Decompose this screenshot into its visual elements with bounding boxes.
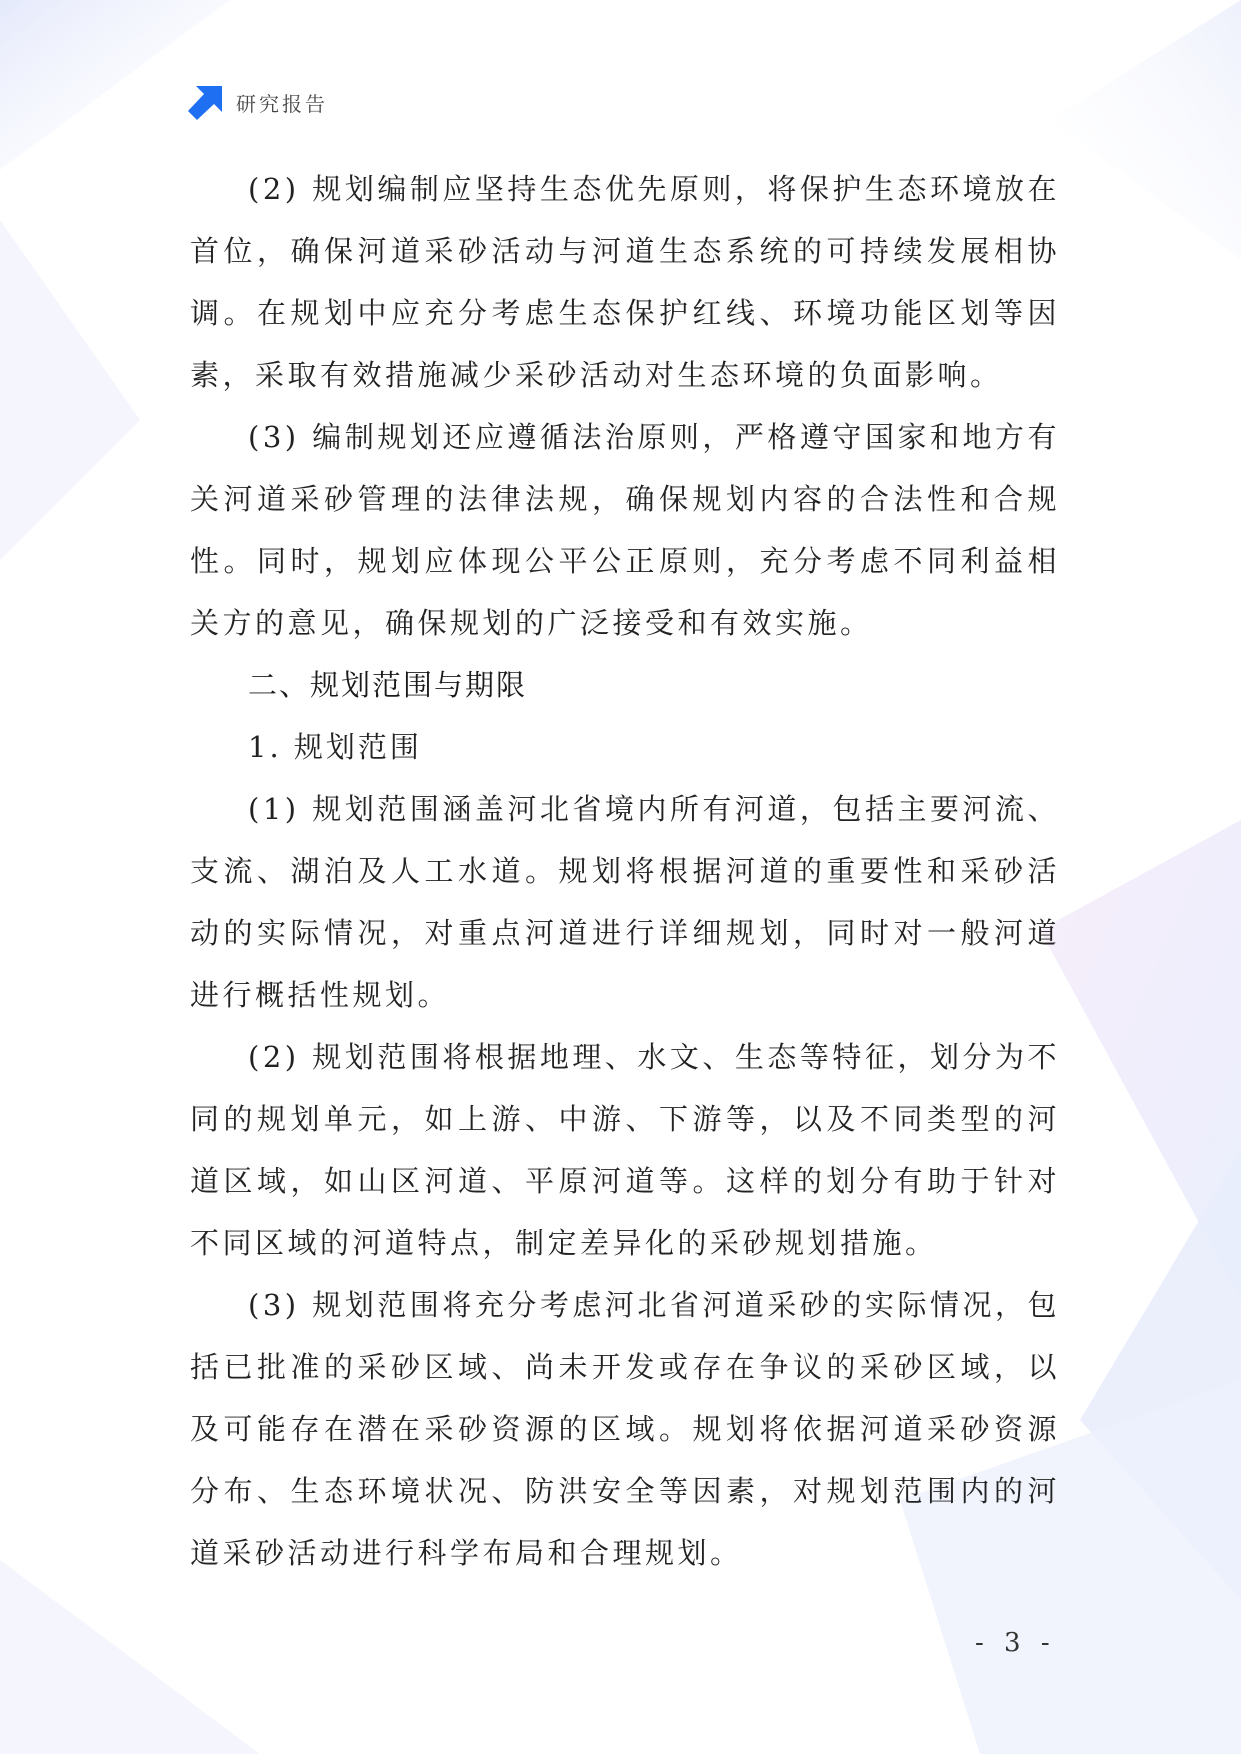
document-body <box>190 158 1060 1584</box>
subsection-heading: 1. 规划范围 <box>248 730 422 764</box>
arrow-up-right-icon <box>188 84 224 120</box>
page-number: - 3 - <box>975 1628 1056 1658</box>
paragraph: (3) 规划范围将充分考虑河北省河道采砂的实际情况，包括已批准的采砂区域、尚未开发或存在争议的采砂区域，以及可能存在潜在采砂资源的区域。规划将依据河道采砂资源分布、生态环境状况、防洪安全等因素，对规划范围内的河道采砂活动进行科学布局和合理规划。 <box>190 1288 1060 1570</box>
paragraph: (2) 规划编制应坚持生态优先原则，将保护生态环境放在首位，确保河道采砂活动与河道生态系统的可持续发展相协调。在规划中应充分考虑生态保护红线、环境功能区划等因素，采取有效措施减少采砂活动对生态环境的负面影响。 <box>190 172 1060 392</box>
report-header <box>188 84 328 120</box>
paragraph: (3) 编制规划还应遵循法治原则，严格遵守国家和地方有关河道采砂管理的法律法规，确保规划内容的合法性和合规性。同时，规划应体现公平公正原则，充分考虑不同利益相关方的意见，确保规划的广泛接受和有效实施。 <box>190 420 1060 640</box>
paragraph: (1) 规划范围涵盖河北省境内所有河道，包括主要河流、支流、湖泊及人工水道。规划将根据河道的重要性和采砂活动的实际情况，对重点河道进行详细规划，同时对一般河道进行概括性规划。 <box>190 792 1060 1012</box>
paragraph: (2) 规划范围将根据地理、水文、生态等特征，划分为不同的规划单元，如上游、中游、下游等，以及不同类型的河道区域，如山区河道、平原河道等。这样的划分有助于针对不同区域的河道特点，制定差异化的采砂规划措施。 <box>190 1040 1060 1260</box>
section-heading: 二、规划范围与期限 <box>248 668 528 702</box>
header-title: 研究报告 <box>236 91 328 116</box>
